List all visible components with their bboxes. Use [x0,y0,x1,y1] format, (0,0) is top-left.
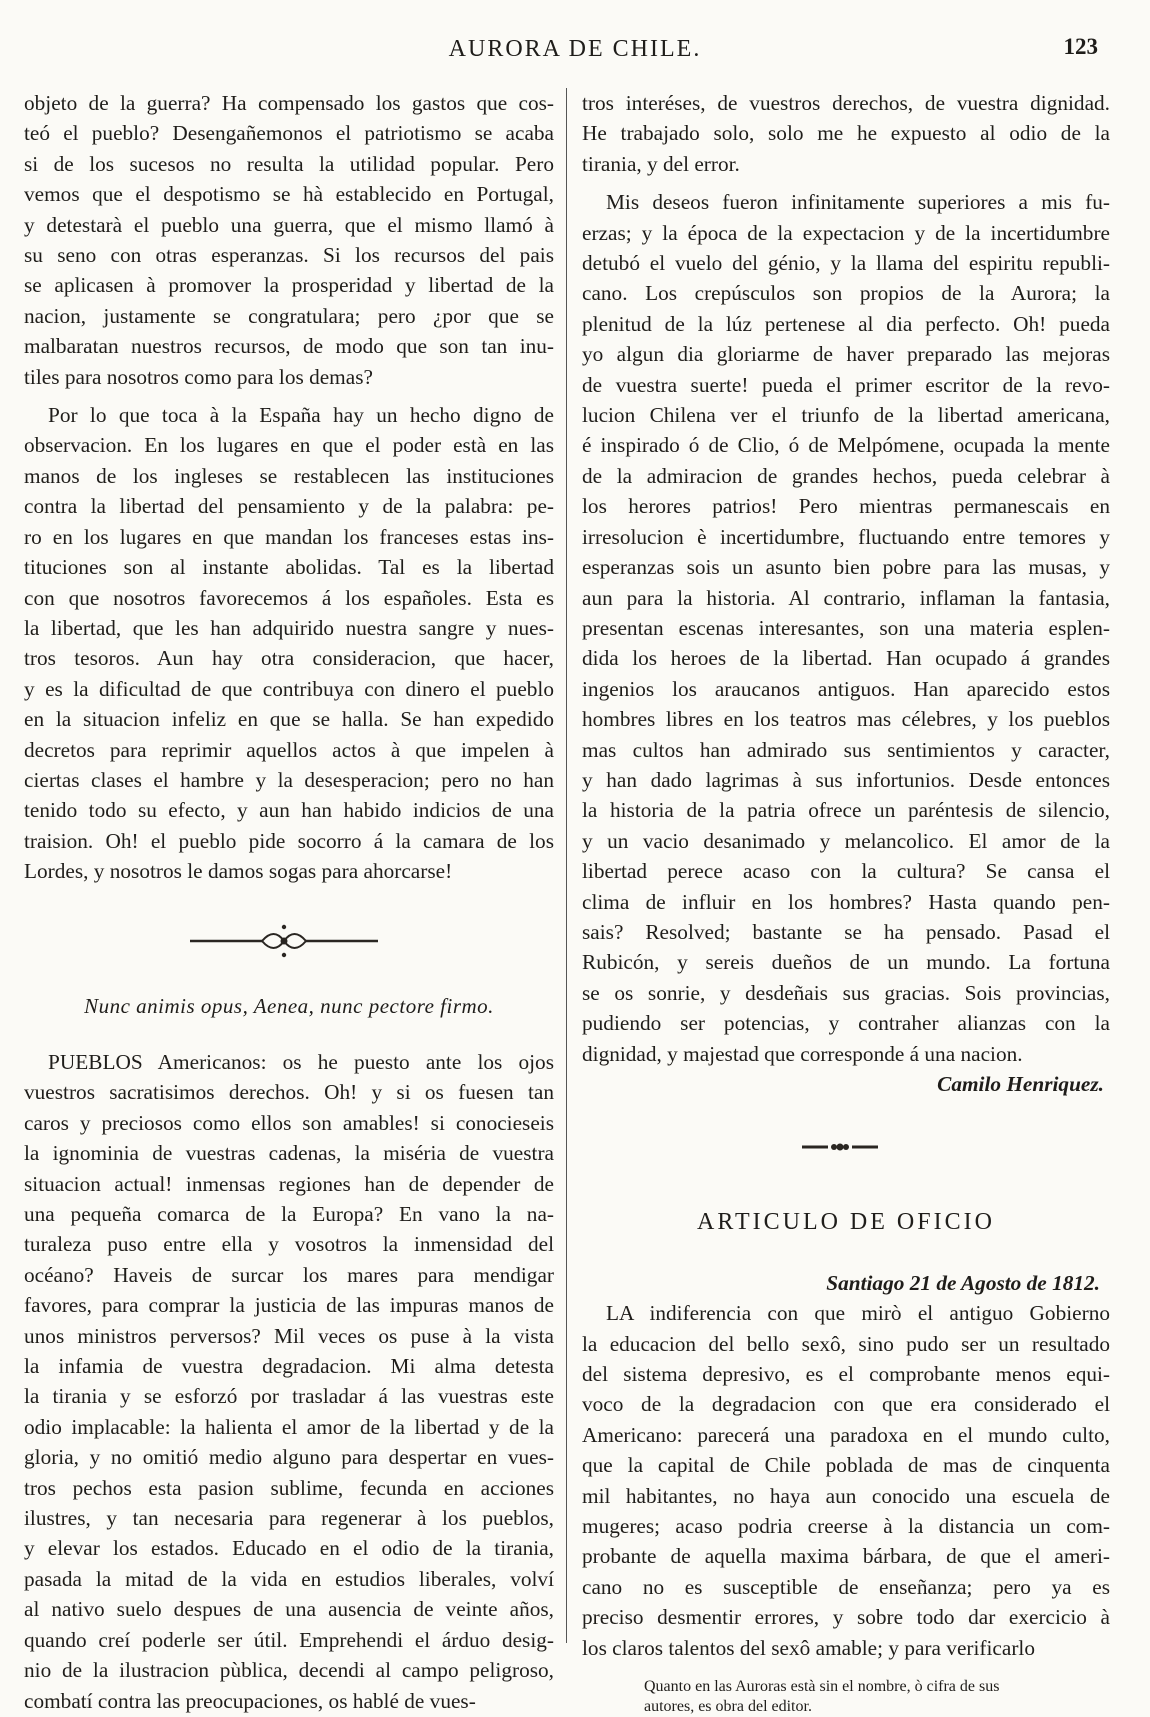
column-divider [566,88,567,1643]
text-line: en la situacion infeliz en que se halla. Se han expedido [24,707,554,732]
text-line: Lordes, y nosotros le damos sogas para ahorcarse! [24,859,453,884]
text-line: He trabajado solo, solo me he expuesto al odio de la [582,121,1110,146]
footnote-line: autores, es obra del editor. [644,1698,812,1716]
right-paragraph-2 [582,187,1110,1069]
text-line: clima de influir en los hombres? Hasta quando pen- [582,889,1110,914]
text-line: ingenios los araucanos antiguos. Han aparecido estos [582,676,1110,701]
text-line: situacion actual! inmensas regiones han de depender de [24,1171,554,1196]
text-line: mugeres; acaso podria creerse à la distancia un com- [582,1514,1110,1539]
text-line: unos ministros perversos? Mil veces os puse à la vista [24,1323,554,1348]
text-line: decretos para reprimir aquellos actos à que impelen à [24,737,554,762]
text-line: y elevar los estados. Educado en el odio de la tirania, [24,1536,554,1561]
text-line: dignidad, y majestad que corresponde á una nacion. [582,1041,1023,1066]
text-line: sais? Resolved; bastante se ha pensado. Pasad el [582,919,1110,944]
text-line: y es la dificultad de que contribuya con dinero el pueblo [24,676,554,701]
dateline: Santiago 21 de Agosto de 1812. [826,1270,1100,1295]
text-line: contra la libertad del pensamiento y de la palabra: pe- [24,494,554,519]
text-line: con que nosotros favorecemos á los españoles. Esta es [24,585,554,610]
text-line: odio implacable: la halienta el amor de la libertad y de la [24,1414,554,1439]
text-line: dida los heroes de la libertad. Han ocupado á grandes [582,646,1110,671]
text-line: de la admiracion de grandes hechos, pueda celebrar à [582,463,1110,488]
left-column [24,88,554,1716]
text-line: y han dado lagrimas à sus infortunios. Desde entonces [582,767,1110,792]
text-line: del sistema depresivo, es el comprobante menos equi- [582,1362,1110,1387]
text-line: la libertad, que les han adquirido nuestra sangre y nues- [24,615,554,640]
text-line: LA indiferencia con que mirò el antiguo Gobierno [606,1301,1110,1326]
text-line: nio de la ilustracion pùblica, decendi al campo peligroso, [24,1658,554,1683]
text-line: ilustres, y tan necesaria para regenerar à los pueblos, [24,1506,554,1531]
left-paragraph-1 [24,88,554,392]
footnote-line: Quanto en las Auroras està sin el nombre, ò cifra de sus [644,1678,1000,1696]
text-line: gloria, y no omitió medio alguno para despertar en vues- [24,1445,554,1470]
ornamental-divider [24,921,554,965]
text-line: traision. Oh! el pueblo pide socorro á la camara de los [24,828,554,853]
text-line: la ignominia de vuestras cadenas, la miséria de vuestra [24,1141,554,1166]
text-line: la educacion del bello sexô, sino pudo ser un resultado [582,1331,1110,1356]
text-line: mas cultos han admirado sus sentimientos y caracter, [582,737,1110,762]
text-line: océano? Haveis de surcar los mares para mendigar [24,1262,554,1287]
page-number: 123 [1063,34,1098,59]
text-line: de vuestra suerte! pueda el primer escritor de la revo- [582,372,1110,397]
text-line: PUEBLOS Americanos: os he puesto ante los ojos [48,1049,554,1074]
text-line: observacion. En los lugares en que el poder està en las [24,433,554,458]
text-line: favores, para comprar la justicia de las impuras manos de [24,1293,554,1318]
text-line: una pequeña comarca de la Europa? En vano la na- [24,1202,554,1226]
text-line: turaleza puso entre ella y vosotros la inmensidad del [24,1232,554,1257]
text-line: mil habitantes, no haya aun conocido una escuela de [582,1483,1110,1508]
text-line: cano. Los crepúsculos son propios de la Aurora; la [582,281,1110,306]
text-line: vemos que el despotismo se hà establecido en Portugal, [24,182,554,207]
text-line: voco de la degradacion con que era considerado el [582,1392,1110,1417]
text-line: lucion Chilena ver el triunfo de la libertad americana, [582,403,1110,428]
text-line: la infamia de vuestra degradacion. Mi alma detesta [24,1354,554,1379]
text-line: é inspirado ó de Clio, ó de Melpómene, ocupada la mente [582,433,1110,458]
small-ornament [582,1133,1110,1163]
text-line: objeto de la guerra? Ha compensado los gastos que cos- [24,91,554,115]
text-line: Mis deseos fueron infinitamente superiores a mis fu- [606,190,1110,215]
right-paragraph-3 [582,1298,1110,1663]
text-line: yo algun dia gloriarme de haver preparado las mejoras [582,342,1110,367]
text-line: que la capital de Chile poblada de mas de cinquenta [582,1453,1110,1478]
text-line: tirania, y del error. [582,151,740,176]
text-line: malbaratan nuestros recursos, de modo que son tan inu- [24,334,554,359]
left-paragraph-2 [24,400,554,887]
text-line: pasada la mitad de la vida en estudios liberales, volví [24,1566,554,1591]
text-line: probante de aquella maxima bárbara, de que el ameri- [582,1544,1110,1569]
text-line: irresolucion è incertidumbre, fluctuando entre temores y [582,524,1110,549]
text-line: al nativo suelo despues de una ausencia de veinte años, [24,1597,554,1622]
text-line: plenitud de la lúz pertenese al dia perfecto. Oh! pueda [582,311,1110,336]
text-line: tituciones son al instante abolidas. Tal es la libertad [24,555,554,580]
text-line: manos de los ingleses se restablecen las instituciones [24,463,554,488]
text-line: caros y preciosos como ellos son amables! si conocieseis [24,1110,554,1135]
text-line: la tirania y se esforzó por trasladar á las vuestras este [24,1384,554,1409]
text-line: esperanzas sois un asunto bien pobre para las musas, y [582,555,1110,580]
text-line: tenido todo su efecto, y aun han habido indicios de una [24,798,554,823]
text-line: tros interéses, de vuestros derechos, de vuestra dignidad. [582,91,1110,115]
text-line: cano no es susceptible de enseñanza; pero ya es [582,1574,1110,1599]
text-line: si de los sucesos no resulta la utilidad popular. Pero [24,151,554,176]
left-paragraph-3 [24,1047,554,1716]
text-line: erzas; y la época de la expectacion y de la incertidumbre [582,220,1110,245]
text-line: y detestarà el pueblo una guerra, que el mismo llamó à [24,212,554,237]
text-line: ro en los lugares en que mandan los franceses estas ins- [24,524,554,549]
text-line: tiles para nosotros como para los demas? [24,364,373,389]
text-line: Rubicón, y sereis dueños de un mundo. La fortuna [582,950,1110,975]
text-line: Por lo que toca à la España hay un hecho digno de [48,403,554,428]
text-line: teó el pueblo? Desengañemonos el patriotismo se acaba [24,121,554,146]
text-line: tros pechos esta pasion sublime, fecunda en acciones [24,1475,554,1500]
text-line: se aplicasen à promover la prosperidad y libertad de la [24,273,554,298]
text-line: detubó el vuelo del génio, y la llama del espiritu republi- [582,251,1110,276]
text-line: vuestros sacratisimos derechos. Oh! y si os fuesen tan [24,1080,554,1105]
text-line: ciertas clases el hambre y la desesperacion; pero no han [24,767,554,792]
text-line: tros tesoros. Aun hay otra consideracion, que hacer, [24,646,554,671]
text-line: quando creí poderle ser útil. Emprehendi el árduo desig- [24,1627,554,1652]
text-line: combatí contra las preocupaciones, os hablé de vues- [24,1688,476,1713]
right-column [582,88,1110,1717]
text-line: pudiendo ser potencias, y contraher alianzas con la [582,1011,1110,1036]
text-line: y un vacio desanimado y melancolico. El amor de la [582,828,1110,853]
text-line: aun para la historia. Al contrario, inflaman la fantasia, [582,585,1110,610]
text-line: los claros talentos del sexô amable; y para verificarlo [582,1635,1035,1660]
author-signature: Camilo Henriquez. [937,1072,1104,1096]
text-line: hombres libres en los teatros mas célebres, y los pueblos [582,707,1110,732]
section-heading: ARTICULO DE OFICIO [697,1209,995,1236]
footnote [582,1677,1110,1717]
running-title: AURORA DE CHILE. [448,36,702,62]
text-line: preciso desmentir errores, y sobre todo dar exercicio à [582,1605,1110,1630]
text-line: su seno con otras esperanzas. Si los recursos del pais [24,243,554,268]
text-line: presentan escenas interesantes, son una materia esplen- [582,615,1110,640]
text-line: libertad perece acaso con la cultura? Se cansa el [582,859,1110,884]
text-line: se os sonrie, y desdeñais sus gracias. Sois provincias, [582,980,1110,1005]
running-head [0,30,1150,70]
text-line: los herores patrios! Pero mientras permanescais en [582,494,1110,519]
text-line: nacion, justamente se congratulara; pero ¿por que se [24,303,554,328]
text-line: la historia de la patria ofrece un paréntesis de silencio, [582,798,1110,823]
text-line: Americano: parecerá una paradoxa en el mundo culto, [582,1422,1110,1447]
right-paragraph-1 [582,88,1110,179]
latin-motto: Nunc animis opus, Aenea, nunc pectore firmo. [84,993,494,1018]
